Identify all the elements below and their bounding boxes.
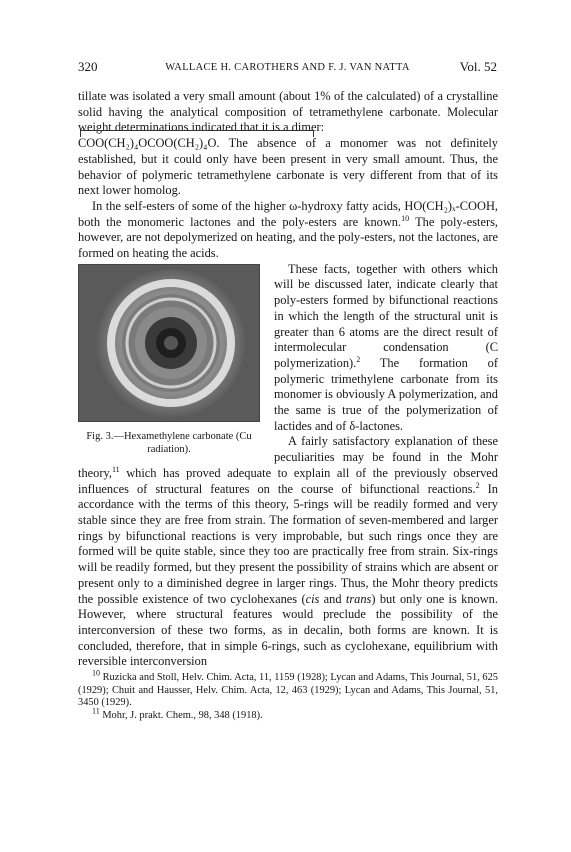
volume-label: Vol. 52 <box>459 59 497 74</box>
footnote-10 <box>78 668 498 710</box>
and-word: and <box>319 591 346 606</box>
ring-bracket <box>80 130 314 137</box>
paragraph-4-text-4: ) but only one is known. However, where structural features would preclude the possibility of the interconversion of these two forms, as in decalin, both forms are known. It is concluded, therefore, that in simple 6-rings, such as cyclohexane, equilibrium with reversible interconversion <box>78 591 498 669</box>
figure-3 <box>78 264 260 456</box>
footnote-11-text: Mohr, J. prakt. Chem., 98, 348 (1918). <box>102 709 263 721</box>
paragraph-2-text: In the self-esters of some of the higher ω-hydroxy fatty acids, HO(CH₂)ₓ-COOH, both the monomeric lactones and the poly-esters are known. <box>78 198 498 229</box>
footnote-10-number: 10 <box>92 668 100 678</box>
paragraph-2-rest: The poly-esters, however, are not depolymerized on heating, and the poly-esters, not the lactones, are formed on heating the acids. <box>78 214 499 261</box>
running-title: WALLACE H. CAROTHERS AND F. J. VAN NATTA <box>165 62 410 73</box>
page-header <box>78 59 497 75</box>
dimer-formula-line <box>78 136 220 150</box>
paragraph-1 <box>78 89 498 199</box>
footnotes <box>78 668 498 722</box>
paragraph-1-rest: The absence of a monomer was not definitely established, but it could only have been present in very small amount. Thus, the behavior of polymeric tetramethylene carbonate is very different from that of its next lower homolog. <box>78 136 498 198</box>
cis-term: cis <box>305 591 320 606</box>
footnote-10-text: Ruzicka and Stoll, Helv. Chim. Acta, 11, 1159 (1928); Lycan and Adams, This Journal, 51, 625 (1929); Chuit and Hausser, Helv. Chim. Acta, 12, 463 (1929); Lycan and Adams, This Journal, 51, 3450 (1929). <box>78 672 498 709</box>
reference-10: 10 <box>401 213 410 223</box>
paragraph-2 <box>78 199 498 262</box>
trans-term: trans <box>345 591 372 606</box>
paragraph-4-text-3: In accordance with the terms of this theory, 5-rings will be readily formed and very stable since they are free from strain. The formation of seven-membered and larger rings by bifunctional reactions is very improbable, but such rings once they are formed will be quite stable, since they too are practically free from strain. Six-rings will be readily formed, but they present the possibility of strains which are absent or present only to a diminished degree in larger rings. Thus, the Mohr theory predicts the possible existence of two cyclohexanes ( <box>78 481 498 606</box>
xray-diffraction-image <box>78 264 260 422</box>
dimer-formula: COO(CH₂)₄OCOO(CH₂)₄O. <box>78 136 220 151</box>
article-body <box>78 89 498 722</box>
page-number: 320 <box>78 59 98 74</box>
paragraph-4-text-1: A fairly satisfactory explanation of these peculiarities may be found in the Mohr theory, <box>78 434 498 480</box>
diffraction-rings-graphic <box>79 265 259 421</box>
paragraph-4-text-2: which has proved adequate to explain all of the previously observed influences of structural features on the course of bifunctional reactions. <box>78 465 498 496</box>
reference-2: 2 <box>356 354 361 364</box>
figure-caption: Fig. 3.—Hexamethylene carbonate (Cu radiation). <box>86 430 252 455</box>
paragraph-3-text: These facts, together with others which will be discussed later, indicate clearly that poly-esters formed by bifunctional reactions in which the length of the structural unit is greater than 6 atoms are the direct result of intermolecular condensation (C polymerization). <box>274 261 498 370</box>
footnote-11-number: 11 <box>92 706 100 716</box>
reference-11: 11 <box>111 464 120 474</box>
paragraph-1-text: tillate was isolated a very small amount (about 1% of the calculated) of a crystalline solid having the analytical composition of tetramethylene carbonate. Molecular weight determinations indicated that it is a dimer: <box>78 89 498 135</box>
reference-2b: 2 <box>475 480 480 490</box>
paragraph-3-rest: The formation of polymeric trimethylene carbonate from its monomer is obviously A polymerization, and the same is true of the polymerization of lactides and of δ-lactones. <box>274 355 498 433</box>
footnote-11 <box>78 706 498 723</box>
paragraph-4 <box>78 434 498 670</box>
